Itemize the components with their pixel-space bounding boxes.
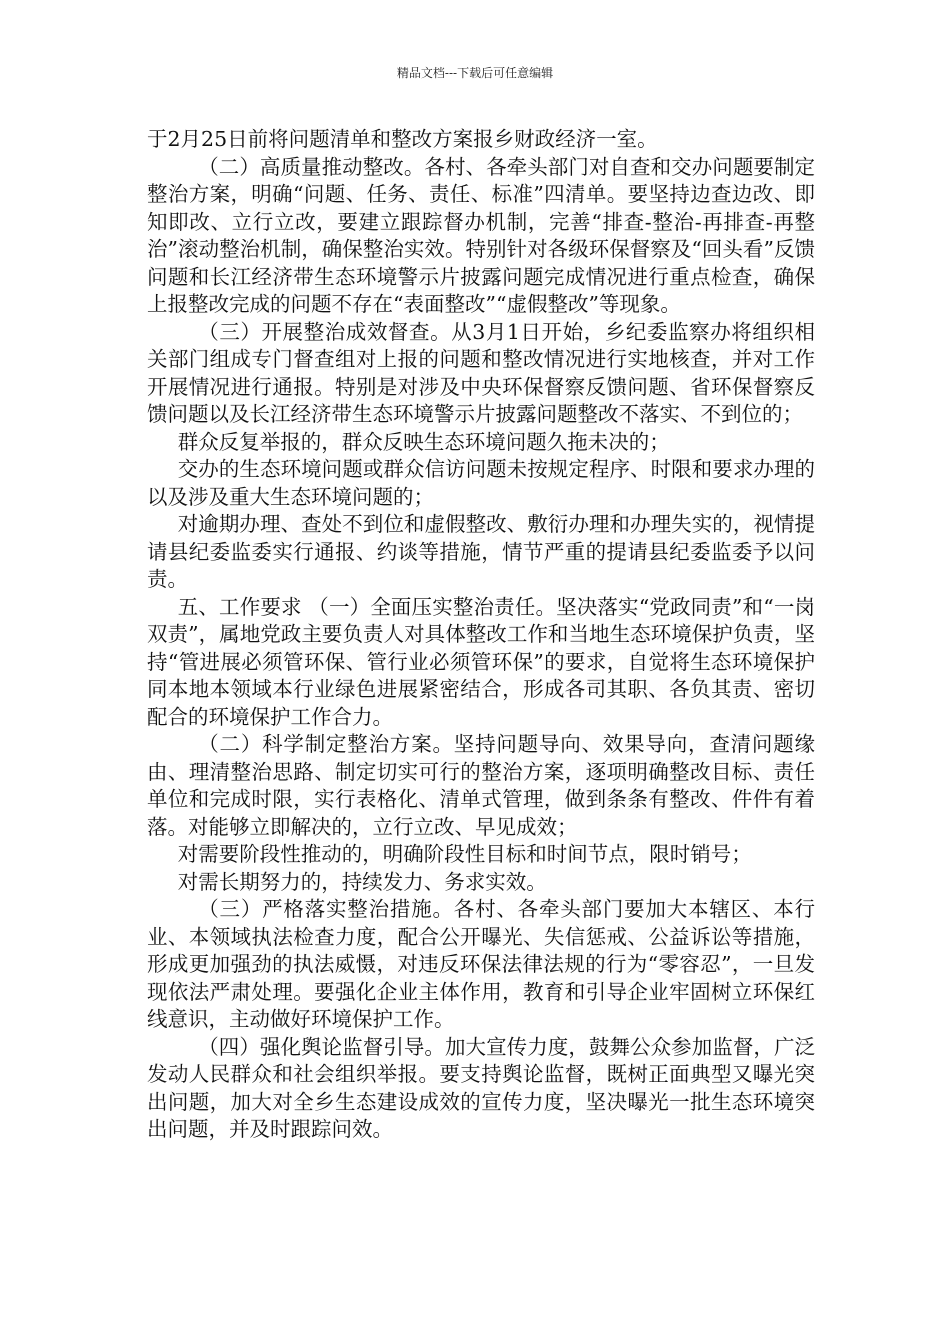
paragraph-section-3-inspection: （三）开展整治成效督查。从3月1日开始，乡纪委监察办将组织相关部门组成专门督查组对上报的问题和整改情况进行实地核查，并对工作开展情况进行通报。特别是对涉及中央环保督察反馈问题、省环保督察反馈问题以及长江经济带生态环境警示片披露问题整改不落实、不到位的；: [147, 319, 815, 426]
paragraph-public-supervision: （四）强化舆论监督引导。加大宣传力度，鼓舞公众参加监督，广泛发动人民群众和社会组织举报。要支持舆论监督，既树正面典型又曝光突出问题，加大对全乡生态建设成效的宣传力度，坚决曝光一批生态环境突出问题，并及时跟踪问效。: [147, 1034, 815, 1141]
paragraph-continuation: 于2月25日前将问题清单和整改方案报乡财政经济一室。: [147, 127, 658, 151]
paragraph-assigned-issues: 交办的生态环境问题或群众信访问题未按规定程序、时限和要求办理的以及涉及重大生态环境问题的；: [147, 457, 815, 509]
paragraph-phased-progress: 对需要阶段性推动的，明确阶段性目标和时间节点，限时销号；: [177, 842, 752, 866]
paragraph-enforcement-measures: （三）严格落实整治措施。各村、各牵头部门要加大本辖区、本行业、本领域执法检查力度，配合公开曝光、失信惩戒、公益诉讼等措施，形成更加强劲的执法威慑，对违反环保法律法规的行为“零容忍”，一旦发现依法严肃处理。要强化企业主体作用，教育和引导企业牢固树立环保红线意识，主动做好环境保护工作。: [147, 897, 815, 1031]
paragraph-accountability: 对逾期办理、查处不到位和虚假整改、敷衍办理和办理失实的，视情提请县纪委监委实行通报、约谈等措施，情节严重的提请县纪委监委予以问责。: [147, 512, 815, 591]
paragraph-repeated-reports: 群众反复举报的，群众反映生态环境问题久拖未决的；: [177, 429, 670, 454]
paragraph-section-2-rectification: （二）高质量推动整改。各村、各牵头部门对自查和交办问题要制定整治方案，明确“问题、任务、责任、标准”四清单。要坚持边查边改、即知即改、立行立改，要建立跟踪督办机制，完善“排查-整治-再排查-再整治”滚动整治机制，确保整治实效。特别针对各级环保督察及“回头看”反馈问题和长江经济带生态环境警示片披露问题完成情况进行重点检查，确保上报整改完成的问题不存在“表面整改”“虚假整改”等现象。: [147, 154, 815, 316]
paragraph-plan-formulation: （二）科学制定整治方案。坚持问题导向、效果导向，查清问题缘由、理清整治思路、制定切实可行的整治方案，逐项明确整改目标、责任单位和完成时限，实行表格化、清单式管理，做到条条有整改、件件有着落。对能够立即解决的，立行立改、早见成效；: [147, 732, 815, 839]
document-body: [147, 126, 815, 1144]
paragraph-work-requirements: 五、工作要求 （一）全面压实整治责任。坚决落实“党政同责”和“一岗双责”，属地党政主要负责人对具体整改工作和当地生态环境保护负责，坚持“管进展必须管环保、管行业必须管环保”的要求，自觉将生态环境保护同本地本领域本行业绿色进展紧密结合，形成各司其职、各负其责、密切配合的环境保护工作合力。: [147, 594, 815, 729]
paragraph-long-term-effort: 对需长期努力的，持续发力、务求实效。: [177, 869, 547, 894]
page-header: 精品文档---下载后可任意编辑: [396, 66, 554, 80]
